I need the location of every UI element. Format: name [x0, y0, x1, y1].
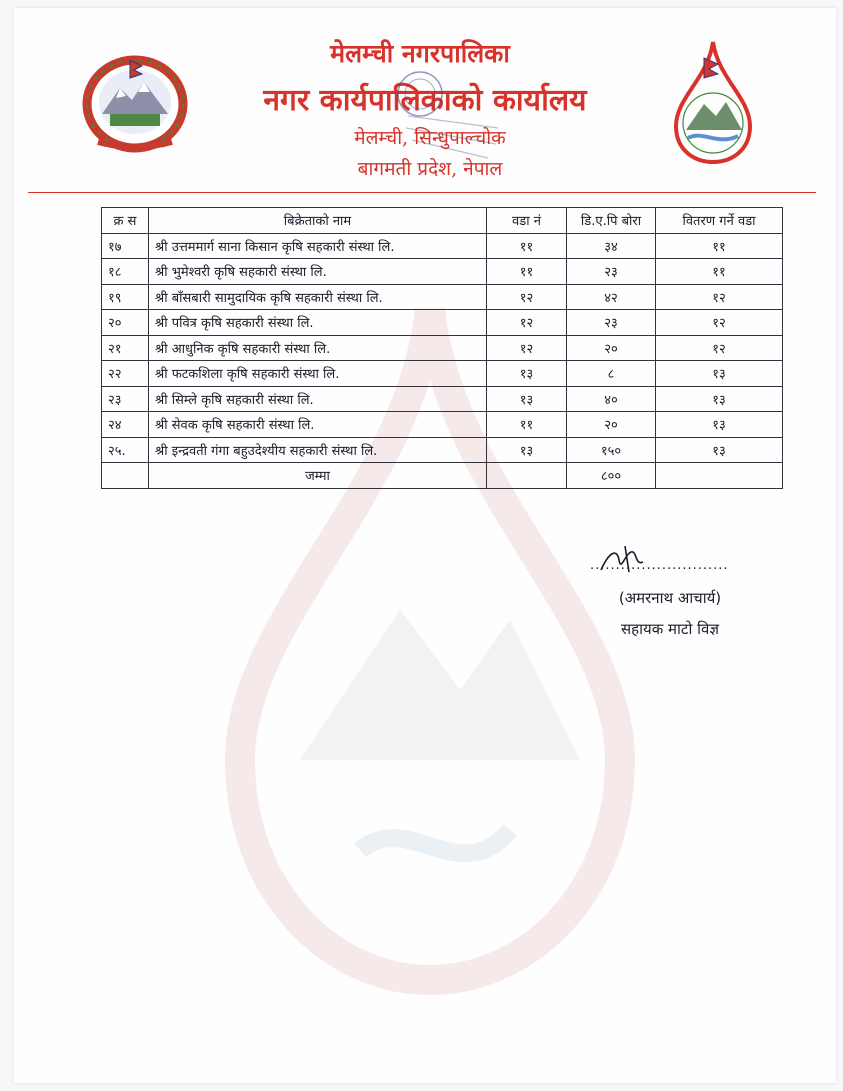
cell-seller-name: श्री फटकशिला कृषि सहकारी संस्था लि.	[149, 361, 487, 387]
cell-ward: १२	[487, 310, 567, 336]
cell-serial: २५.	[102, 437, 149, 463]
cell-ward: १२	[487, 284, 567, 310]
cell-empty	[656, 463, 783, 489]
cell-seller-name: श्री भुमेश्वरी कृषि सहकारी संस्था लि.	[149, 259, 487, 285]
municipality-logo-icon	[668, 38, 758, 168]
cell-serial: १९	[102, 284, 149, 310]
cell-serial: २२	[102, 361, 149, 387]
cell-seller-name: श्री बाँसबारी सामुदायिक कृषि सहकारी संस्था लि.	[149, 284, 487, 310]
cell-ward: ११	[487, 259, 567, 285]
cell-distribution-ward: १२	[656, 335, 783, 361]
cell-serial: २४	[102, 412, 149, 438]
header-distribution-ward: वितरण गर्ने वडा	[656, 208, 783, 234]
table-header-row	[102, 208, 783, 234]
total-value: ८००	[567, 463, 656, 489]
table-row	[102, 335, 783, 361]
cell-seller-name: श्री उत्तममार्ग साना किसान कृषि सहकारी संस्था लि.	[149, 233, 487, 259]
header-serial: क्र स	[102, 208, 149, 234]
cell-dap: २०	[567, 412, 656, 438]
table-row	[102, 284, 783, 310]
cell-dap: २०	[567, 335, 656, 361]
cell-distribution-ward: १३	[656, 361, 783, 387]
table-total-row	[102, 463, 783, 489]
table-row	[102, 412, 783, 438]
cell-seller-name: श्री पवित्र कृषि सहकारी संस्था लि.	[149, 310, 487, 336]
signatory-name: (अमरनाथ आचार्य)	[618, 589, 722, 607]
signature-line: ...........................	[590, 558, 729, 573]
signatory-title: सहायक माटो विज्ञ	[621, 620, 719, 638]
province-country: बागमती प्रदेश, नेपाल	[357, 158, 503, 180]
cell-dap: ४२	[567, 284, 656, 310]
cell-distribution-ward: १२	[656, 310, 783, 336]
official-stamp-icon	[378, 66, 528, 176]
cell-seller-name: श्री सेवक कृषि सहकारी संस्था लि.	[149, 412, 487, 438]
cell-ward: ११	[487, 412, 567, 438]
table-row	[102, 386, 783, 412]
cell-dap: २३	[567, 259, 656, 285]
table-row	[102, 437, 783, 463]
cell-dap: ३४	[567, 233, 656, 259]
cell-serial: १८	[102, 259, 149, 285]
cell-ward: १३	[487, 386, 567, 412]
header-divider	[28, 192, 816, 193]
table-row	[102, 233, 783, 259]
cell-ward: ११	[487, 233, 567, 259]
cell-serial: १७	[102, 233, 149, 259]
cell-distribution-ward: ११	[656, 233, 783, 259]
total-label: जम्मा	[149, 463, 487, 489]
office-location: मेलम्ची, सिन्धुपाल्चोक	[354, 127, 506, 149]
nepal-emblem-icon	[80, 52, 190, 157]
cell-distribution-ward: १३	[656, 386, 783, 412]
cell-empty	[487, 463, 567, 489]
header-dap-bags: डि.ए.पि बोरा	[567, 208, 656, 234]
cell-distribution-ward: १३	[656, 437, 783, 463]
table-row	[102, 259, 783, 285]
cell-ward: १३	[487, 437, 567, 463]
cell-dap: २३	[567, 310, 656, 336]
cell-serial: २१	[102, 335, 149, 361]
cell-distribution-ward: ११	[656, 259, 783, 285]
cell-serial: २०	[102, 310, 149, 336]
cell-distribution-ward: १२	[656, 284, 783, 310]
table-row	[102, 361, 783, 387]
cell-seller-name: श्री आधुनिक कृषि सहकारी संस्था लि.	[149, 335, 487, 361]
municipality-name: मेलम्ची नगरपालिका	[330, 39, 510, 68]
cell-dap: ४०	[567, 386, 656, 412]
cell-seller-name: श्री सिम्ले कृषि सहकारी संस्था लि.	[149, 386, 487, 412]
cell-ward: १२	[487, 335, 567, 361]
office-title: नगर कार्यपालिकाको कार्यालय	[263, 83, 587, 118]
cell-ward: १३	[487, 361, 567, 387]
table-row	[102, 310, 783, 336]
cell-empty	[102, 463, 149, 489]
cell-serial: २३	[102, 386, 149, 412]
cell-dap: १५०	[567, 437, 656, 463]
cell-seller-name: श्री इन्द्रवती गंगा बहुउदेश्यीय सहकारी संस्था लि.	[149, 437, 487, 463]
cell-distribution-ward: १३	[656, 412, 783, 438]
cell-dap: ८	[567, 361, 656, 387]
distribution-table	[101, 207, 783, 489]
header-seller-name: बिक्रेताको नाम	[149, 208, 487, 234]
header-ward-no: वडा नं	[487, 208, 567, 234]
